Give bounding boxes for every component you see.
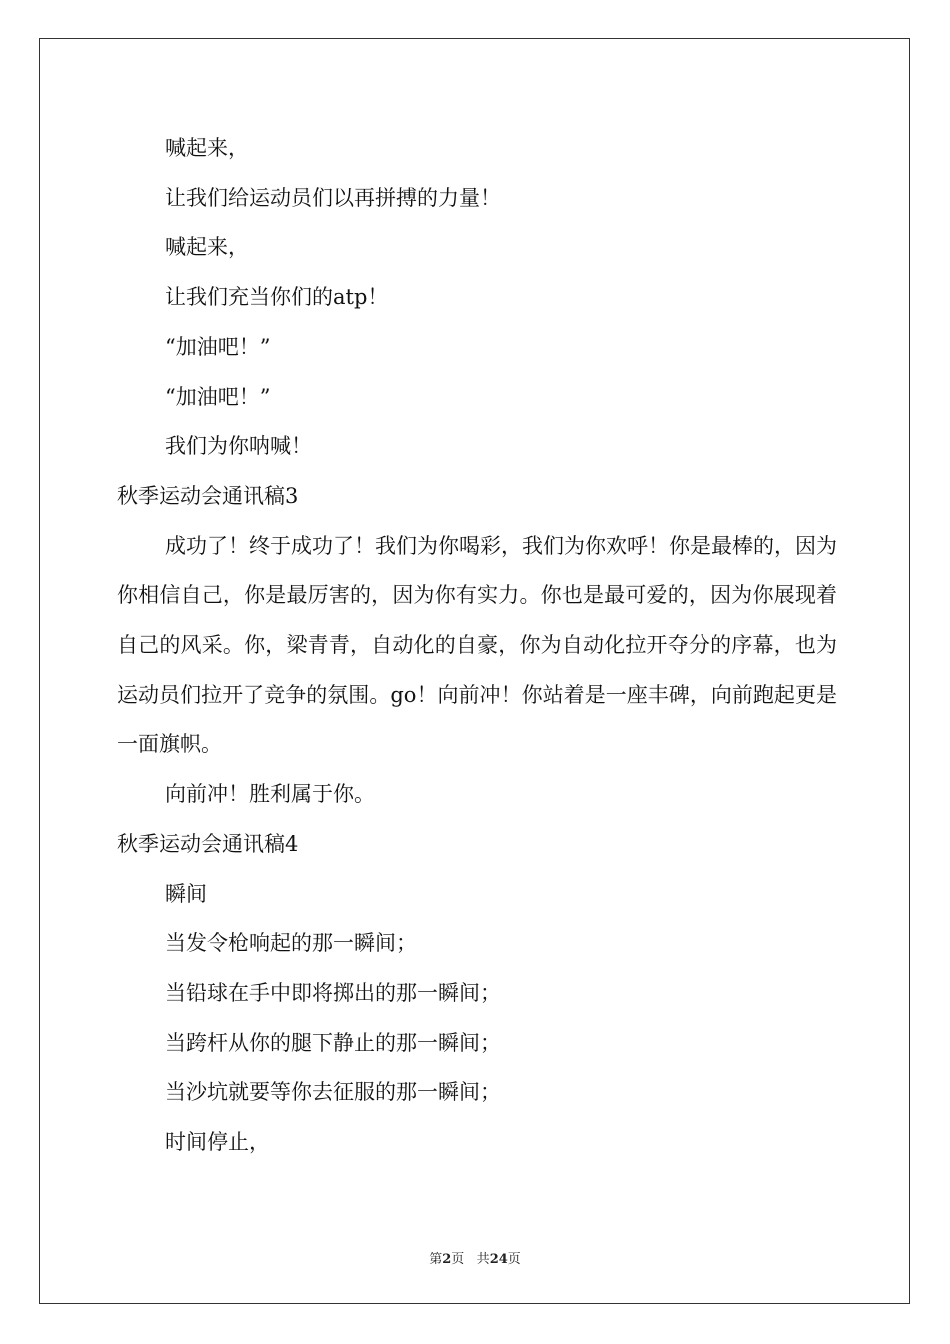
text-line: 向前冲！胜利属于你。 xyxy=(165,782,375,807)
total-prefix: 共 xyxy=(476,1252,490,1267)
text-line: 我们为你呐喊！ xyxy=(165,434,312,459)
text-line: 当跨杆从你的腿下静止的那一瞬间； xyxy=(165,1030,501,1055)
document-body xyxy=(117,124,837,1168)
total-pages: 24 xyxy=(489,1252,508,1267)
section-heading: 秋季运动会通讯稿4 xyxy=(117,831,299,856)
text-line: 当沙坑就要等你去征服的那一瞬间； xyxy=(165,1080,501,1105)
text-line: “加油吧！” xyxy=(165,384,271,409)
text-line: 时间停止， xyxy=(165,1130,270,1155)
text-line: 喊起来， xyxy=(165,235,249,260)
page-footer xyxy=(0,1248,950,1267)
text-line: 当铅球在手中即将掷出的那一瞬间； xyxy=(165,980,501,1005)
page-suffix: 页 xyxy=(451,1252,465,1267)
text-line: 让我们充当你们的atp！ xyxy=(165,285,389,310)
page-prefix: 第 xyxy=(429,1252,443,1267)
text-line: 当发令枪响起的那一瞬间； xyxy=(165,931,417,956)
text-line: “加油吧！” xyxy=(165,334,271,359)
text-line: 瞬间 xyxy=(165,881,207,906)
section-heading: 秋季运动会通讯稿3 xyxy=(117,483,299,508)
paragraph: 成功了！终于成功了！我们为你喝彩，我们为你欢呼！你是最棒的，因为你相信自己，你是最厉害的，因为你有实力。你也是最可爱的，因为你展现着自己的风采。你，梁青青，自动化的自豪，你为自动化拉开夺分的序幕，也为运动员们拉开了竞争的氛围。go！向前冲！你站着是一座丰碑，向前跑起更是一面旗帜。 xyxy=(117,533,837,757)
total-suffix: 页 xyxy=(507,1252,521,1267)
page-number: 2 xyxy=(442,1252,452,1267)
text-line: 让我们给运动员们以再拼搏的力量！ xyxy=(165,185,501,210)
text-line: 喊起来， xyxy=(165,136,249,160)
